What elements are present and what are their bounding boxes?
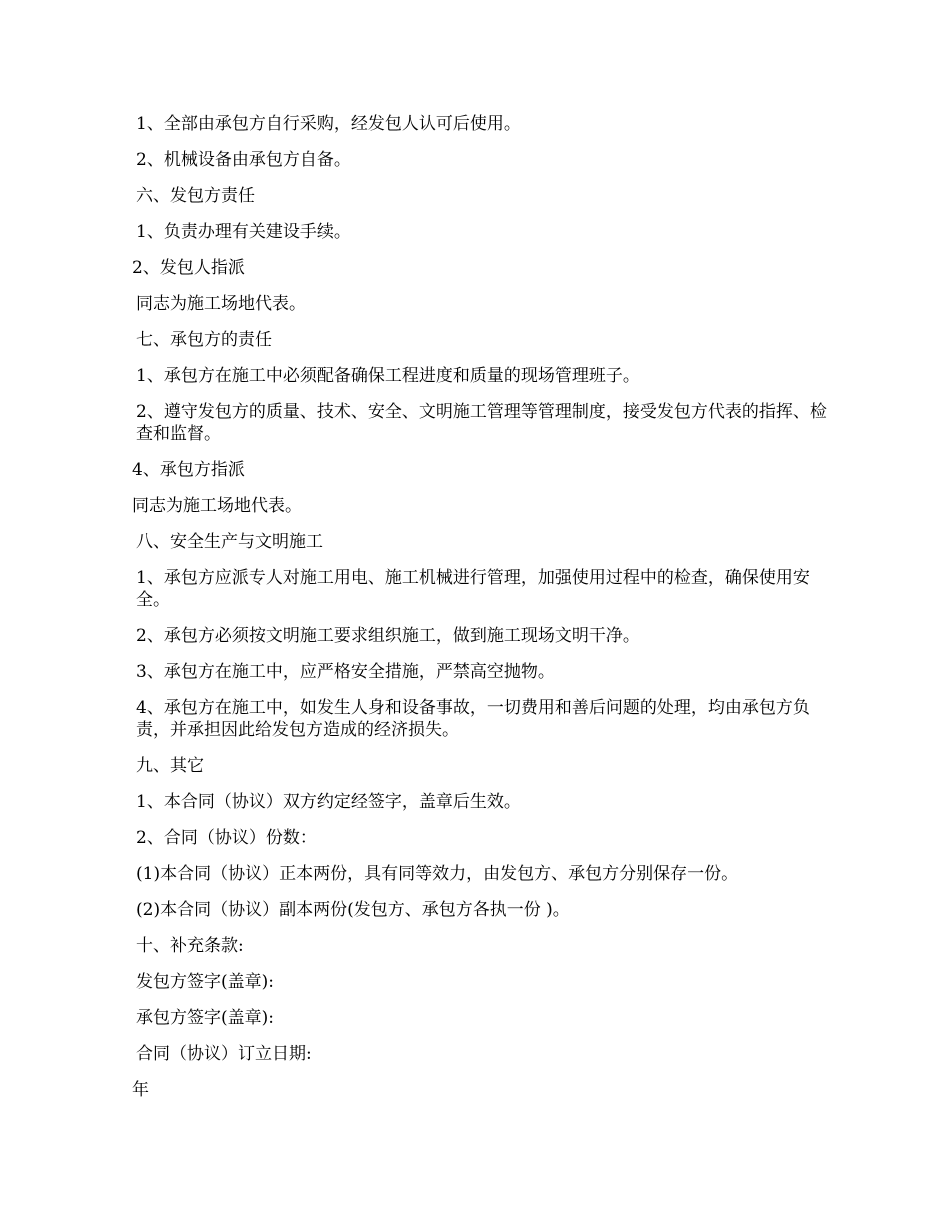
paragraph-civilized-construction: 2、承包方必须按文明施工要求组织施工，做到施工现场文明干净。 [136, 626, 640, 646]
year-line: 年 [132, 1080, 149, 1100]
paragraph-machinery: 2、机械设备由承包方自备。 [136, 150, 351, 170]
paragraph-originals: (1)本合同（协议）正本两份，具有同等效力，由发包方、承包方分别保存一份。 [136, 864, 739, 884]
paragraph-comply-rules: 2、遵守发包方的质量、技术、安全、文明施工管理等管理制度，接受发包方代表的指挥、检查和监督。 [136, 402, 827, 444]
document-body [112, 113, 836, 1101]
paragraph-site-representative-2: 同志为施工场地代表。 [132, 496, 302, 516]
paragraph-procedures: 1、负责办理有关建设手续。 [136, 222, 351, 242]
paragraph-effective: 1、本合同（协议）双方约定经签字，盖章后生效。 [136, 792, 521, 812]
paragraph-electricity-management: 1、承包方应派专人对施工用电、施工机械进行管理，加强使用过程中的检查，确保使用安全。 [136, 568, 810, 610]
section-heading-safety: 八、安全生产与文明施工 [136, 532, 323, 552]
section-heading-supplementary: 十、补充条款: [136, 936, 244, 956]
paragraph-copies: 2、合同（协议）份数： [136, 828, 317, 848]
paragraph-safety-measures: 3、承包方在施工中，应严格安全措施，严禁高空抛物。 [136, 662, 555, 682]
contractor-signature-line: 承包方签字(盖章): [136, 1008, 274, 1028]
section-heading-other: 九、其它 [136, 756, 204, 776]
contract-date-line: 合同（协议）订立日期: [136, 1044, 312, 1064]
section-heading-contractor-duty: 七、承包方的责任 [136, 330, 272, 350]
paragraph-material-procurement: 1、全部由承包方自行采购，经发包人认可后使用。 [136, 114, 521, 134]
paragraph-employer-appoints: 2、发包人指派 [132, 258, 245, 278]
paragraph-duplicates: (2)本合同（协议）副本两份(发包方、承包方各执一份 )。 [136, 900, 570, 920]
employer-signature-line: 发包方签字(盖章): [136, 972, 274, 992]
section-heading-employer-duty: 六、发包方责任 [136, 186, 255, 206]
paragraph-accident-liability: 4、承包方在施工中，如发生人身和设备事故，一切费用和善后问题的处理，均由承包方负责，并承担因此给发包方造成的经济损失。 [136, 698, 810, 740]
paragraph-management-team: 1、承包方在施工中必须配备确保工程进度和质量的现场管理班子。 [136, 366, 640, 386]
paragraph-contractor-appoints: 4、承包方指派 [132, 460, 245, 480]
paragraph-site-representative-1: 同志为施工场地代表。 [136, 294, 306, 314]
